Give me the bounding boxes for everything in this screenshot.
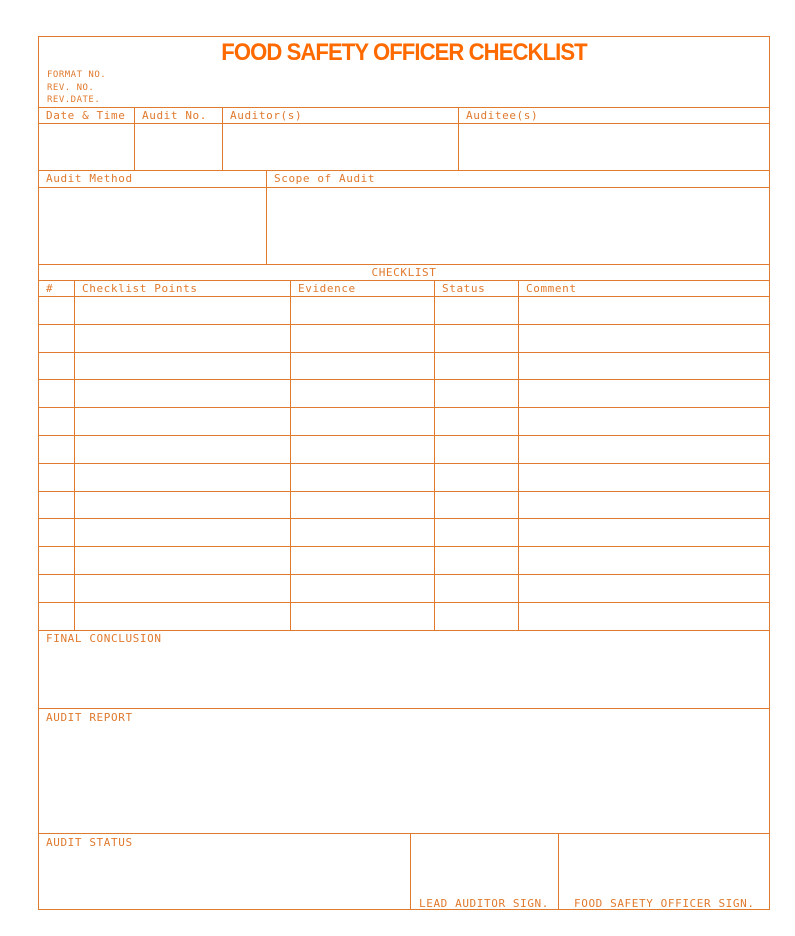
row-number-cell[interactable] [39, 575, 74, 602]
date-time-label: Date & Time [46, 109, 126, 122]
auditor-field[interactable] [223, 124, 458, 170]
comment-cell[interactable] [519, 603, 770, 630]
row-number-cell[interactable] [39, 325, 74, 352]
auditee-label: Auditee(s) [466, 109, 539, 122]
audit-method-field[interactable] [39, 188, 266, 264]
comment-cell[interactable] [519, 325, 770, 352]
col-header-checklist-points: Checklist Points [82, 282, 198, 295]
scope-of-audit-field[interactable] [267, 188, 770, 264]
audit-status-label: AUDIT STATUS [46, 836, 133, 849]
evidence-cell[interactable] [291, 603, 434, 630]
checklist-point-cell[interactable] [75, 436, 290, 463]
status-cell[interactable] [435, 380, 518, 407]
status-cell[interactable] [435, 325, 518, 352]
status-cell[interactable] [435, 547, 518, 574]
date-time-field[interactable] [39, 124, 134, 170]
checklist-point-cell[interactable] [75, 575, 290, 602]
rev-date-label: REV.DATE. [47, 95, 101, 105]
divider [39, 708, 769, 709]
lead-auditor-sign-label: LEAD AUDITOR SIGN. [419, 897, 550, 910]
audit-report-field[interactable] [39, 725, 770, 833]
row-number-cell[interactable] [39, 436, 74, 463]
evidence-cell[interactable] [291, 547, 434, 574]
comment-cell[interactable] [519, 297, 770, 324]
comment-cell[interactable] [519, 547, 770, 574]
row-number-cell[interactable] [39, 519, 74, 546]
rev-no-label: REV. NO. [47, 83, 95, 93]
divider [39, 630, 769, 631]
row-number-cell[interactable] [39, 547, 74, 574]
checklist-form [38, 36, 770, 910]
comment-cell[interactable] [519, 519, 770, 546]
status-cell[interactable] [435, 603, 518, 630]
evidence-cell[interactable] [291, 408, 434, 435]
comment-cell[interactable] [519, 408, 770, 435]
row-number-cell[interactable] [39, 353, 74, 380]
format-no-label: FORMAT NO. [47, 70, 107, 80]
form-title: FOOD SAFETY OFFICER CHECKLIST [221, 39, 587, 66]
auditor-label: Auditor(s) [230, 109, 303, 122]
comment-cell[interactable] [519, 492, 770, 519]
evidence-cell[interactable] [291, 464, 434, 491]
status-cell[interactable] [435, 464, 518, 491]
fso-sign-label: FOOD SAFETY OFFICER SIGN. [574, 897, 755, 910]
checklist-point-cell[interactable] [75, 547, 290, 574]
scope-of-audit-label: Scope of Audit [274, 172, 376, 185]
status-cell[interactable] [435, 408, 518, 435]
evidence-cell[interactable] [291, 380, 434, 407]
evidence-cell[interactable] [291, 353, 434, 380]
divider [39, 170, 769, 171]
auditee-field[interactable] [459, 124, 770, 170]
audit-status-field[interactable] [39, 850, 410, 910]
audit-no-field[interactable] [135, 124, 222, 170]
row-number-cell[interactable] [39, 408, 74, 435]
checklist-point-cell[interactable] [75, 325, 290, 352]
col-header-evidence: Evidence [298, 282, 356, 295]
evidence-cell[interactable] [291, 325, 434, 352]
row-number-cell[interactable] [39, 603, 74, 630]
col-header-comment: Comment [526, 282, 577, 295]
evidence-cell[interactable] [291, 519, 434, 546]
checklist-point-cell[interactable] [75, 297, 290, 324]
comment-cell[interactable] [519, 575, 770, 602]
comment-cell[interactable] [519, 464, 770, 491]
col-header-number: # [46, 282, 54, 295]
status-cell[interactable] [435, 492, 518, 519]
final-conclusion-field[interactable] [39, 646, 770, 708]
status-cell[interactable] [435, 353, 518, 380]
divider [39, 107, 769, 108]
evidence-cell[interactable] [291, 436, 434, 463]
comment-cell[interactable] [519, 380, 770, 407]
checklist-point-cell[interactable] [75, 603, 290, 630]
checklist-point-cell[interactable] [75, 464, 290, 491]
checklist-heading: CHECKLIST [371, 266, 437, 279]
row-number-cell[interactable] [39, 380, 74, 407]
audit-method-label: Audit Method [46, 172, 133, 185]
audit-report-label: AUDIT REPORT [46, 711, 133, 724]
evidence-cell[interactable] [291, 492, 434, 519]
col-header-status: Status [442, 282, 486, 295]
lead-auditor-sign-field[interactable] [411, 834, 558, 894]
checklist-point-cell[interactable] [75, 380, 290, 407]
row-number-cell[interactable] [39, 297, 74, 324]
comment-cell[interactable] [519, 353, 770, 380]
divider [39, 264, 769, 265]
status-cell[interactable] [435, 297, 518, 324]
final-conclusion-label: FINAL CONCLUSION [46, 632, 162, 645]
status-cell[interactable] [435, 575, 518, 602]
evidence-cell[interactable] [291, 575, 434, 602]
checklist-point-cell[interactable] [75, 408, 290, 435]
row-number-cell[interactable] [39, 464, 74, 491]
checklist-point-cell[interactable] [75, 519, 290, 546]
checklist-point-cell[interactable] [75, 492, 290, 519]
status-cell[interactable] [435, 436, 518, 463]
audit-no-label: Audit No. [142, 109, 208, 122]
divider [39, 280, 769, 281]
evidence-cell[interactable] [291, 297, 434, 324]
fso-sign-field[interactable] [559, 834, 770, 894]
status-cell[interactable] [435, 519, 518, 546]
comment-cell[interactable] [519, 436, 770, 463]
row-number-cell[interactable] [39, 492, 74, 519]
checklist-point-cell[interactable] [75, 353, 290, 380]
